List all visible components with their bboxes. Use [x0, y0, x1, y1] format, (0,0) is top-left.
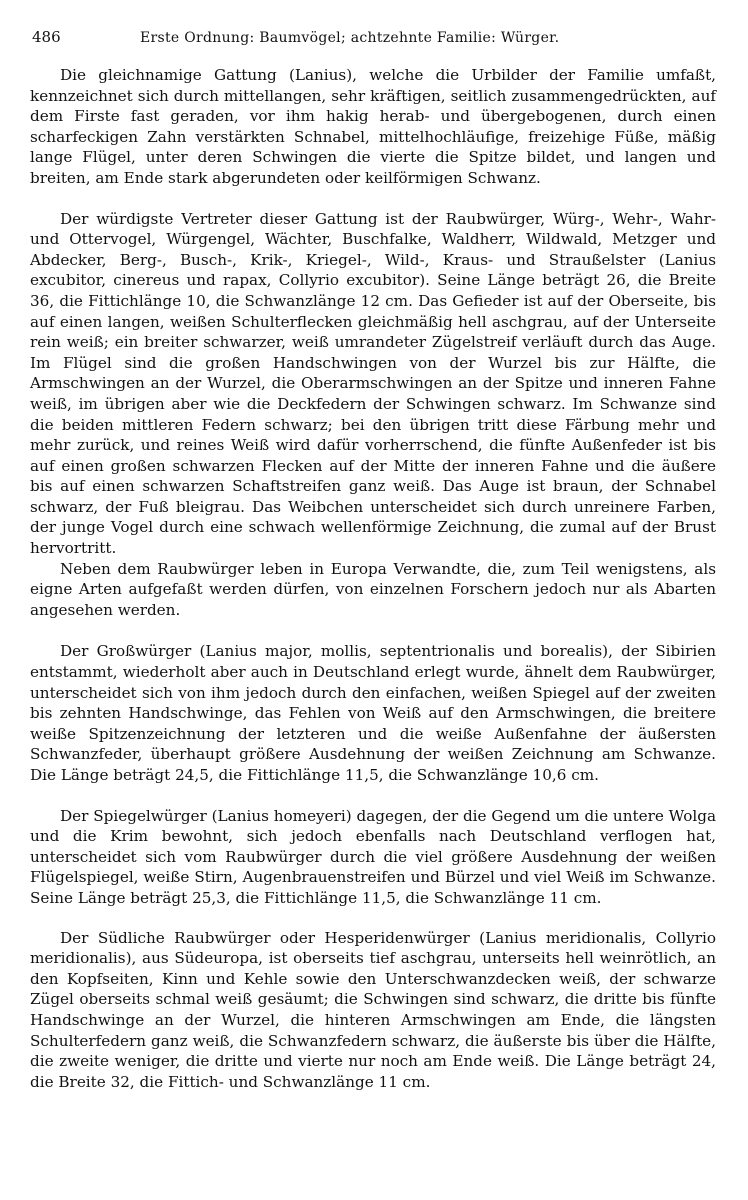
page-number: 486 — [32, 28, 61, 46]
running-title: Erste Ordnung: Baumvögel; achtzehnte Familie: Würger. — [140, 30, 560, 46]
paragraph-spiegelwuerger: Der Spiegelwürger (Lanius homeyeri) dagegen, der die Gegend um die untere Wolga und die Krim bewohnt, sich jedoch ebenfalls nach Deutschland verflogen hat, unterscheidet sich vom Raubwürger durch die viel größere Ausdehnung der weißen Flügelspiegel, weiße Stirn, Augenbrauenstreifen und Bürzel und viel Weiß im Schwanze. Seine Länge beträgt 25,3, die Fittichlänge 11,5, die Schwanzlänge 11 cm. — [30, 806, 716, 907]
body-text — [30, 65, 716, 1092]
paragraph-grosswuerger: Der Großwürger (Lanius major, mollis, septentrionalis und borealis), der Sibirien entstammt, wiederholt aber auch in Deutschland erlegt wurde, ähnelt dem Raubwürger, unterscheidet sich von ihm jedoch durch den einfachen, weißen Spiegel auf der zweiten bis zehnten Handschwinge, das Fehlen von Weiß auf den Armschwingen, die breitere weiße Spitzenzeichnung der letzteren und die weiße Außenfahne der äußersten Schwanzfeder, überhaupt größere Ausdehnung der weißen Zeichnung am Schwanze. Die Länge beträgt 24,5, die Fittichlänge 11,5, die Schwanzlänge 10,6 cm. — [30, 642, 716, 784]
page-header — [30, 28, 716, 54]
paragraph-relatives: Neben dem Raubwürger leben in Europa Verwandte, die, zum Teil wenigstens, als eigne Arten aufgefaßt werden dürfen, von einzelnen Forschern jedoch nur als Abarten angesehen werden. — [30, 559, 716, 619]
paragraph-suedlicher-raubwuerger: Der Südliche Raubwürger oder Hesperidenwürger (Lanius meridionalis, Collyrio meridionalis), aus Südeuropa, ist oberseits tief aschgrau, unterseits hell weinrötlich, an den Kopfseiten, Kinn und Kehle sowie den Unterschwanzdecken weiß, der schwarze Zügel oberseits schmal weiß gesäumt; die Schwingen sind schwarz, die dritte bis fünfte Handschwinge an der Wurzel, die hinteren Armschwingen am Ende, die längsten Schulterfedern ganz weiß, die Schwanzfedern schwarz, die äußerste bis über die Hälfte, die zweite weniger, die dritte und vierte nur noch am Ende weiß. Die Länge beträgt 24, die Breite 32, die Fittich- und Schwanzlänge 11 cm. — [30, 928, 716, 1091]
paragraph-genus-lanius: Die gleichnamige Gattung (Lanius), welche die Urbilder der Familie umfaßt, kennzeichnet sich durch mittellangen, sehr kräftigen, seitlich zusammengedrückten, auf dem Firste fast geraden, vor ihm hakig herab- und übergebogenen, durch einen scharfeckigen Zahn verstärkten Schnabel, mittelhochläufige, freizehige Füße, mäßig lange Flügel, unter deren Schwingen die vierte die Spitze bildet, und langen und breiten, am Ende stark abgerundeten oder keilförmigen Schwanz. — [30, 66, 716, 187]
paragraph-raubwuerger: Der würdigste Vertreter dieser Gattung ist der Raubwürger, Würg-, Wehr-, Wahr- und Ottervogel, Würgengel, Wächter, Buschfalke, Waldherr, Wildwald, Metzger und Abdecker, Berg-, Busch-, Krik-, Kriegel-, Wild-, Kraus- und Straußelster (Lanius excubitor, cinereus und rapax, Collyrio excubitor). Seine Länge beträgt 26, die Breite 36, die Fittichlänge 10, die Schwanzlänge 12 cm. Das Gefieder ist auf der Oberseite, bis auf einen langen, weißen Schulterflecken gleichmäßig hell aschgrau, auf der Unterseite rein weiß; ein breiter schwarzer, weiß umrandeter Zügelstreif verläuft durch das Auge. Im Flügel sind die großen Handschwingen von der Wurzel bis zur Hälfte, die Armschwingen an der Wurzel, die Oberarmschwingen an der Spitze und inneren Fahne weiß, im übrigen aber wie die Deckfedern der Schwingen schwarz. Im Schwanze sind die beiden mittleren Federn schwarz; bei den übrigen tritt diese Färbung mehr und mehr zurück, und reines Weiß wird dafür vorherrschend, die fünfte Außenfeder ist bis auf einen großen schwarzen Flecken auf der Mitte der inneren Fahne und die äußere bis auf einen schwarzen Schaftstreifen ganz weiß. Das Auge ist braun, der Schnabel schwarz, der Fuß bleigrau. Das Weibchen unterscheidet sich durch unreinere Farben, der junge Vogel durch eine schwach wellenförmige Zeichnung, die zumal auf der Brust hervortritt. — [30, 209, 716, 558]
